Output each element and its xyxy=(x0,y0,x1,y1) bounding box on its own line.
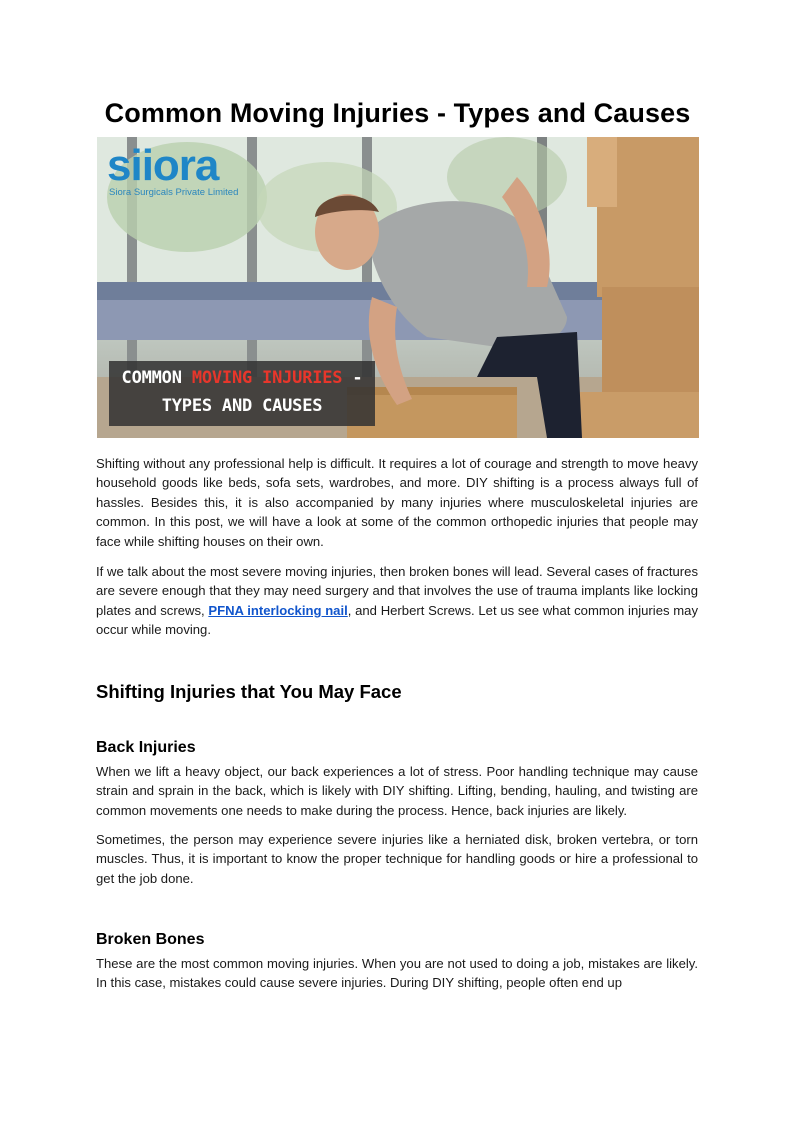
hero-banner xyxy=(109,361,375,426)
back-injuries-heading: Back Injuries xyxy=(96,739,196,756)
hero-image xyxy=(97,137,699,438)
section-heading: Shifting Injuries that You May Face xyxy=(96,681,402,702)
back-injuries-paragraph-1: When we lift a heavy object, our back experiences a lot of stress. Poor handling technique may cause strain and sprain in the back, which is likely with DIY shifting. Lifting, bending, hauling, and twisting are common movements one needs to make during the process. Hence, back injuries are likely. xyxy=(96,764,698,818)
fractures-text-before: If we talk about the most severe moving injuries, then broken bones will lead. Several cases of fractures are severe enough that they may need surgery and that involves the use of trauma implants like locking plates and screws, xyxy=(96,564,698,618)
back-injuries-paragraph-2: Sometimes, the person may experience severe injuries like a herniated disk, broken vertebra, or torn muscles. Thus, it is important to know the proper technique for handling goods or hire a professional to get the job done. xyxy=(96,832,698,886)
banner-line-2: TYPES AND CAUSES xyxy=(161,396,323,416)
fractures-paragraph xyxy=(96,562,698,640)
fractures-text-after: , and Herbert Screws. Let us see what common injuries may occur while moving. xyxy=(96,602,698,638)
banner-line-1 xyxy=(109,364,375,392)
banner-word-red: MOVING INJURIES xyxy=(191,368,343,388)
logo-wordmark: siiora xyxy=(107,141,219,190)
logo-subtitle: Siora Surgicals Private Limited xyxy=(109,187,239,198)
broken-bones-heading: Broken Bones xyxy=(96,931,205,948)
intro-paragraph: Shifting without any professional help is difficult. It requires a lot of courage and strength to move heavy household goods like beds, sofa sets, wardrobes, and more. DIY shifting is a process always full of hassles. Besides this, it is also accompanied by many injuries where musculoskeletal injuries are common. In this post, we will have a look at some of the common orthopedic injuries that people may face while shifting houses on their own. xyxy=(96,456,698,549)
brand-logo xyxy=(107,141,257,201)
pfna-interlocking-nail-link[interactable]: PFNA interlocking nail xyxy=(208,602,348,618)
banner-word-white: COMMON xyxy=(121,368,182,388)
page-title: Common Moving Injuries - Types and Causes xyxy=(104,98,691,128)
broken-bones-paragraph-1: These are the most common moving injuries. When you are not used to doing a job, mistakes are likely. In this case, mistakes could cause severe injuries. During DIY shifting, people often end up xyxy=(96,956,698,991)
banner-dash: - xyxy=(352,368,363,388)
